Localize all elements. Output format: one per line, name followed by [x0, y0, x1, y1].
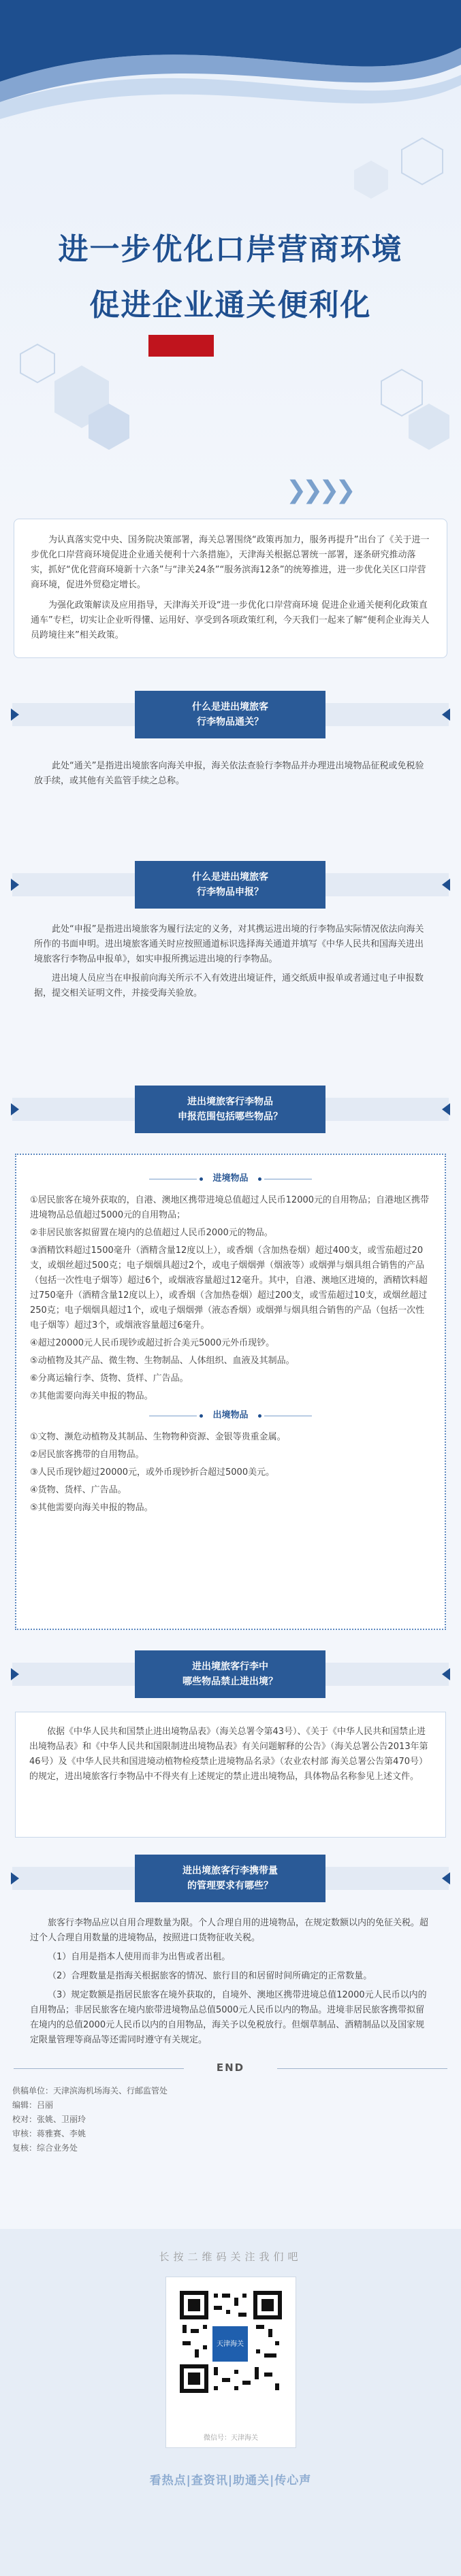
- credit-line: 审核：蒋雅赛、李姚: [12, 2129, 86, 2138]
- section-banner-1: [12, 691, 449, 738]
- section-title: 的管理要求有哪些？: [187, 1880, 273, 1891]
- credits: [12, 2084, 168, 2155]
- paragraph: 此处“申报”是指进出境旅客为履行法定的义务，对其携运进出境的行李物品实际情况依法向海关所作的书面申明。进出境旅客通关时应按照通道标识选择海关通道并填写《中华人民共和国海关进出境旅客行李物品申报单》，如实申报所携运进出境的行李物品。: [34, 924, 424, 964]
- paragraph: （2）合理数量是指海关根据旅客的情况、旅行目的和居留时间所确定的正常数量。: [48, 1971, 372, 1981]
- intro-paragraph-2: 为强化政策解读及应用指导，天津海关开设“进一步优化口岸营商环境 促进企业通关便利化政策直通车”专栏，切实让企业听得懂、运用好、享受到各项政策红利，今天我们一起来了解“便利企业海关人员跨境往来”相关政策。: [31, 600, 430, 640]
- list-item: ④货物、货样、广告品。: [30, 1485, 127, 1495]
- prohibited-card: [15, 1712, 446, 1838]
- end-divider: [14, 2059, 447, 2079]
- qr-caption: 微信号：天津海关: [204, 2434, 258, 2442]
- qr-code[interactable]: [165, 2277, 296, 2448]
- list-item: ⑤动植物及其产品、微生物、生物制品、人体组织、血液及其制品。: [30, 1356, 295, 1366]
- red-accent-bar: [148, 335, 214, 357]
- section-1-text: [34, 759, 429, 793]
- list-item: ①居民旅客在境外获取的，自港、澳地区携带进境总值超过人民币12000元的自用物品；自港地区携带进境物品总值超过5000元的自用物品；: [30, 1195, 430, 1220]
- list-item: ④超过20000元人民币现钞或超过折合美元5000元外币现钞。: [30, 1338, 275, 1348]
- section-banner-3: [12, 1086, 449, 1133]
- hero-title-line2: 促进企业通关便利化: [89, 288, 372, 323]
- hero-banner: [0, 0, 461, 517]
- paragraph: 进出境人员应当在申报前向海关所示不入有效进出境证件，通交纸质申报单或者通过电子申报数据，提交相关证明文件，并接受海关验放。: [34, 973, 424, 998]
- section-banner-4: [12, 1650, 449, 1698]
- list-item: ②非居民旅客拟留置在境内的总值超过人民币2000元的物品。: [30, 1228, 273, 1238]
- hero-title-line1: 进一步优化口岸营商环境: [58, 232, 403, 267]
- paragraph: （3）规定数额是指居民旅客在境外获取的，自境外、澳地区携带进境总值12000元人民币以内的自用物品；非居民旅客在境内旅带进境物品总值5000元人民币以内的物品。进境非居民旅客携带拟留在境内的总值2000元人民币以内的自用物品，海关予以免税放行。但烟草制品、酒精制品以及国家规定限量管理等商品等还需同时遵守有关规定。: [30, 1990, 427, 2045]
- section-title: 行李物品通关？: [197, 717, 264, 728]
- list-item: ①文物、濒危动植物及其制品、生物物种资源、金银等贵重金属。: [30, 1432, 286, 1442]
- list-item: ⑤其他需要向海关申报的物品。: [30, 1503, 153, 1513]
- section-title: 哪些物品禁止进出境？: [182, 1676, 278, 1687]
- intro-card: [14, 519, 447, 658]
- credit-line: 校对：张姚、卫丽玲: [12, 2115, 86, 2124]
- section-2-text: [34, 922, 429, 1005]
- outbound-subhead: [30, 1408, 431, 1423]
- section-title: 什么是进出境旅客: [192, 702, 268, 713]
- list-item: ③人民币现钞超过20000元，或外币现钞折合超过5000美元。: [30, 1467, 275, 1478]
- qr-logo-badge: 天津海关: [212, 2326, 248, 2362]
- section-title: 进出境旅客行李物品: [187, 1096, 273, 1107]
- declare-scope-card: [15, 1154, 446, 1630]
- paragraph: 依据《中华人民共和国禁止进出境物品表》（海关总署令第43号）、《关于《中华人民共和国禁止进出境物品表》和《中华人民共和国限制进出境物品表》有关问题解释的公告》（海关总署公告2013年第46号）及《中华人民共和国进境动植物检疫禁止进境物品名录》（农业农村部 海关总署公告第470号）的规定，进出境旅客行李物品中不得夹有上述规定的禁止进出境物品，具体物品名称参见上述文件。: [29, 1727, 428, 1782]
- inbound-label: 进境物品: [212, 1173, 249, 1184]
- section-title: 行李物品申报？: [197, 887, 264, 898]
- scan-prompt: 长按二维码关注我们吧: [159, 2251, 302, 2263]
- section-title: 进出境旅客行李中: [192, 1661, 268, 1672]
- section-title: 什么是进出境旅客: [192, 872, 268, 883]
- list-item: ②居民旅客携带的自用物品。: [30, 1450, 144, 1460]
- outbound-label: 出境物品: [212, 1410, 249, 1420]
- credit-line: 编辑：吕丽: [12, 2100, 54, 2110]
- section-title: 申报范围包括哪些物品？: [178, 1111, 283, 1122]
- intro-paragraph-1: 为认真落实党中央、国务院决策部署，海关总署围绕“政策再加力，服务再提升”出台了《关于进一步优化口岸营商环境促进企业通关便利十六条措施》，天津海关根据总署统一部署，逐条研究推动落实，抓好“优化营商环境新十六条”与“津关24条”“服务滨海12条”的统筹推进，进一步优化关区口岸营商环境，促进外贸稳定增长。: [31, 535, 430, 590]
- list-item: ③酒精饮料超过1500毫升（酒精含量12度以上），或香烟（含加热卷烟）超过400支，或雪茄超过20支，或烟丝超过500克；电子烟烟具超过2个，或电子烟烟弹（烟液等）或烟弹与烟具组合销售的产品（包括一次性电子烟等）超过6个，或烟液容量超过12毫升。其中，自港、澳地区进境的，酒精饮料超过750毫升（酒精含量12度以上），或香烟（含加热卷烟）超过200支，或雪茄超过10支，或烟丝超过250克；电子烟烟具超过1个，或电子烟烟弹（液态香烟）或烟弹与烟具组合销售的产品（包括一次性电子烟等）超过3个，或烟液容量超过6毫升。: [30, 1245, 428, 1331]
- end-label: END: [216, 2061, 245, 2074]
- section-5-text: [30, 1916, 432, 2052]
- section-banner-2: [12, 861, 449, 909]
- chevron-decoration-icon: ❯❯❯❯: [286, 476, 352, 504]
- footer-tagline: 看热点|查资讯|助通关|传心声: [149, 2474, 312, 2488]
- inbound-subhead: [30, 1171, 431, 1186]
- credit-line: 供稿单位：天津滨海机场海关、行邮监管处: [12, 2086, 168, 2096]
- paragraph: 旅客行李物品应以自用合理数量为限。个人合理自用的进境物品，在规定数额以内的免征关税。超过个人合理自用数量的进境物品，按照进口货物征收关税。: [30, 1918, 429, 1943]
- section-banner-5: [12, 1855, 449, 1902]
- credit-line: 复核：综合业务处: [12, 2143, 78, 2153]
- section-title: 进出境旅客行李携带量: [182, 1865, 278, 1876]
- list-item: ⑥分离运输行李、货物、货样、广告品。: [30, 1373, 189, 1384]
- footer: [0, 2229, 461, 2576]
- list-item: ⑦其他需要向海关申报的物品。: [30, 1391, 153, 1401]
- paragraph: （1）自用是指本人使用而非为出售或者出租。: [48, 1952, 231, 1962]
- paragraph: 此处“通关”是指进出境旅客向海关申报，海关依法查验行李物品并办理进出境物品征税或免税验放手续，或其他有关监管手续之总称。: [34, 761, 424, 786]
